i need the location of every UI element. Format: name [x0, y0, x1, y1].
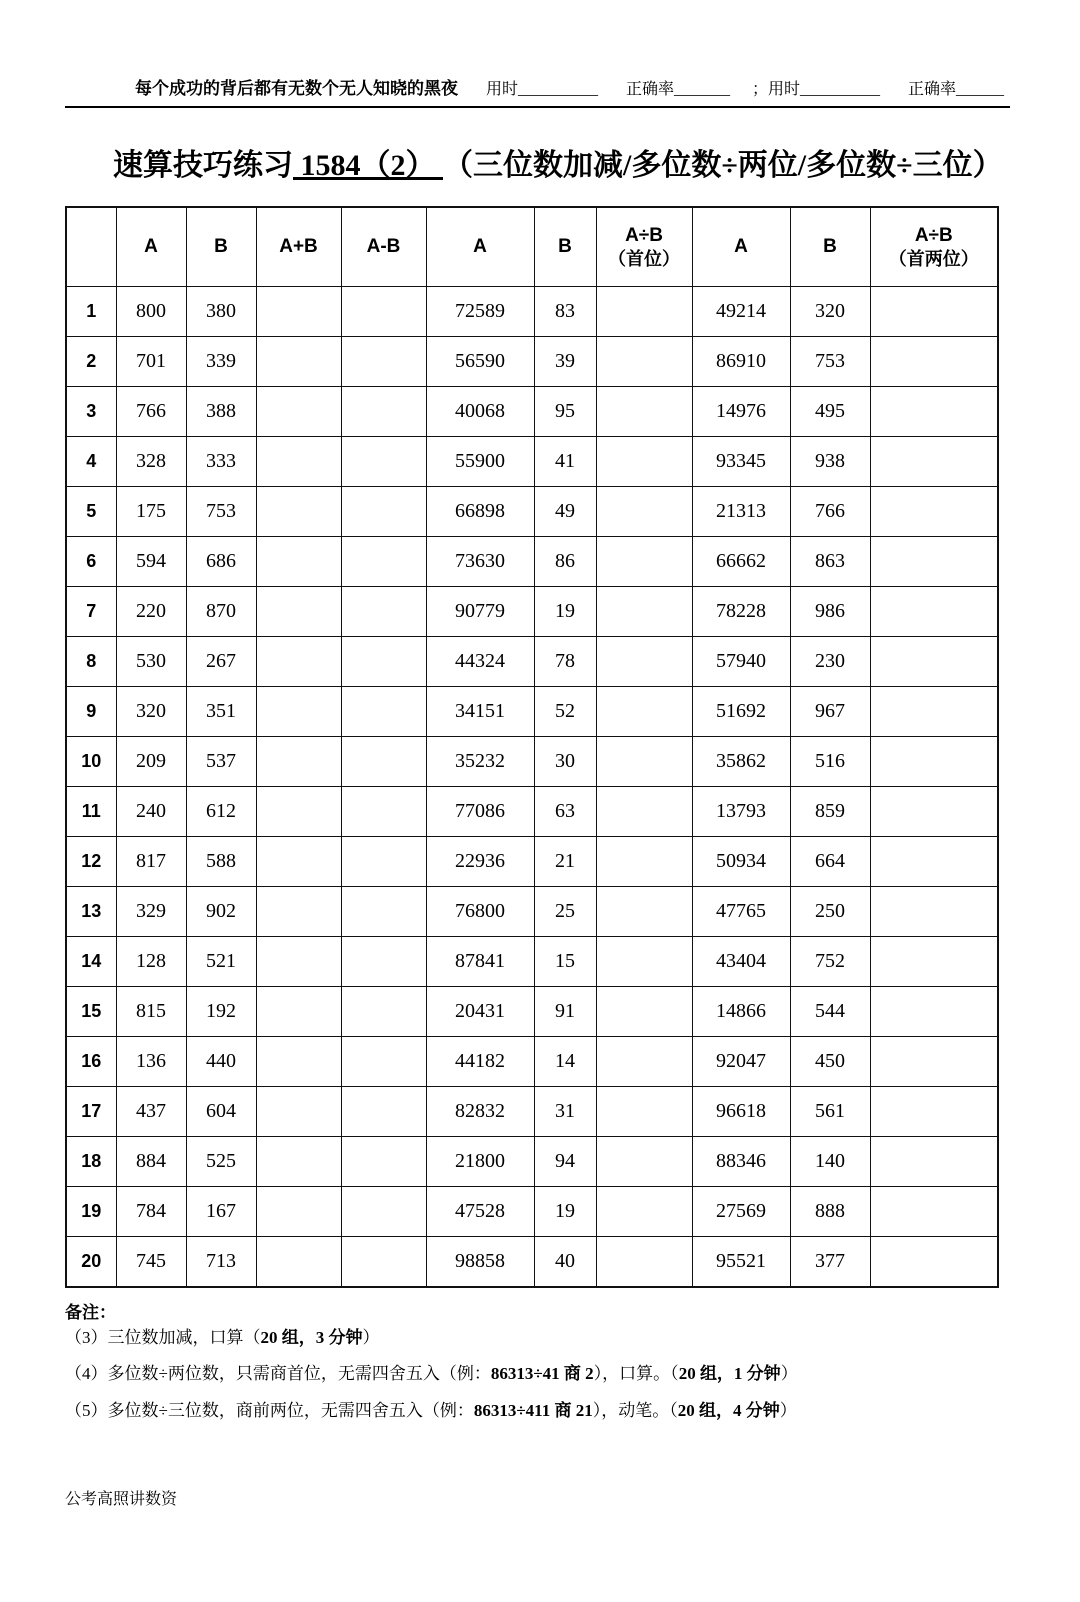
table-cell: 888: [790, 1187, 870, 1237]
table-cell: 437: [116, 1087, 186, 1137]
table-cell: [596, 437, 692, 487]
table-cell: 98858: [426, 1237, 534, 1288]
table-row: [66, 1037, 998, 1087]
table-cell: [596, 837, 692, 887]
column-header: A: [426, 207, 534, 287]
note-line: （5）多位数÷三位数，商前两位，无需四舍五入（例：86313÷411 商 21），动笔。（20 组，4 分钟）: [65, 1400, 797, 1420]
table-cell: 22936: [426, 837, 534, 887]
table-row: [66, 937, 998, 987]
column-header: B: [790, 207, 870, 287]
table-cell: 52: [534, 687, 596, 737]
table-cell: 686: [186, 537, 256, 587]
table-row: [66, 1237, 998, 1288]
table-row: [66, 437, 998, 487]
table-cell: [341, 687, 426, 737]
table-cell: [870, 387, 998, 437]
table-cell: [870, 587, 998, 637]
table-cell: 72589: [426, 287, 534, 337]
table-cell: [256, 687, 341, 737]
table-cell: 50934: [692, 837, 790, 887]
table-cell: [596, 487, 692, 537]
table-cell: 95: [534, 387, 596, 437]
table-cell: [870, 437, 998, 487]
footer-text: 公考高照讲数资: [65, 1491, 178, 1509]
table-cell: [596, 987, 692, 1037]
column-header: A: [116, 207, 186, 287]
table-cell: [341, 337, 426, 387]
table-cell: 784: [116, 1187, 186, 1237]
table-cell: 44182: [426, 1037, 534, 1087]
row-number: 18: [66, 1137, 116, 1187]
table-cell: [596, 537, 692, 587]
table-cell: [341, 787, 426, 837]
table-cell: 240: [116, 787, 186, 837]
table-cell: [341, 1237, 426, 1288]
table-cell: 20431: [426, 987, 534, 1037]
table-cell: [341, 937, 426, 987]
table-cell: [256, 587, 341, 637]
table-cell: 815: [116, 987, 186, 1037]
table-cell: [870, 937, 998, 987]
table-cell: [341, 587, 426, 637]
table-cell: 94: [534, 1137, 596, 1187]
column-header: B: [534, 207, 596, 287]
table-cell: 320: [116, 687, 186, 737]
table-cell: [341, 837, 426, 887]
table-cell: 21: [534, 837, 596, 887]
table-cell: 588: [186, 837, 256, 887]
table-cell: [596, 1237, 692, 1288]
table-cell: [596, 737, 692, 787]
table-row: [66, 487, 998, 537]
table-cell: 73630: [426, 537, 534, 587]
table-cell: 612: [186, 787, 256, 837]
column-header: A-B: [341, 207, 426, 287]
table-cell: 380: [186, 287, 256, 337]
table-cell: 967: [790, 687, 870, 737]
table-cell: 136: [116, 1037, 186, 1087]
table-cell: [341, 637, 426, 687]
table-cell: 525: [186, 1137, 256, 1187]
table-cell: 859: [790, 787, 870, 837]
table-row: [66, 787, 998, 837]
table-cell: [341, 387, 426, 437]
table-cell: [341, 1087, 426, 1137]
row-number: 12: [66, 837, 116, 887]
table-cell: [870, 337, 998, 387]
table-cell: [870, 1237, 998, 1288]
row-number: 1: [66, 287, 116, 337]
table-cell: 92047: [692, 1037, 790, 1087]
note-line: （3）三位数加减，口算（20 组，3 分钟）: [65, 1328, 380, 1347]
table-cell: 167: [186, 1187, 256, 1237]
table-cell: 35862: [692, 737, 790, 787]
table-cell: [596, 937, 692, 987]
table-cell: 91: [534, 987, 596, 1037]
table-cell: [870, 1187, 998, 1237]
table-cell: 544: [790, 987, 870, 1037]
table-cell: 39: [534, 337, 596, 387]
table-cell: [256, 287, 341, 337]
table-cell: 333: [186, 437, 256, 487]
table-cell: [341, 1137, 426, 1187]
table-cell: [256, 1187, 341, 1237]
row-number: 14: [66, 937, 116, 987]
table-cell: [256, 837, 341, 887]
table-cell: 14: [534, 1037, 596, 1087]
table-cell: [341, 437, 426, 487]
accuracy-field-1: 正确率_______: [626, 81, 731, 98]
table-cell: [870, 787, 998, 837]
table-cell: 78: [534, 637, 596, 687]
table-cell: 41: [534, 437, 596, 487]
table-cell: 440: [186, 1037, 256, 1087]
accuracy-field-2: 正确率______: [908, 81, 1005, 98]
notes-items: [65, 1325, 1010, 1424]
table-cell: [256, 987, 341, 1037]
table-cell: 88346: [692, 1137, 790, 1187]
table-cell: 986: [790, 587, 870, 637]
table-cell: [341, 887, 426, 937]
table-cell: 902: [186, 887, 256, 937]
table-cell: 55900: [426, 437, 534, 487]
table-cell: [596, 787, 692, 837]
table-cell: 753: [186, 487, 256, 537]
time-field-2: ；用时__________: [752, 81, 881, 98]
table-cell: [596, 1087, 692, 1137]
table-cell: [341, 537, 426, 587]
table-cell: 19: [534, 1187, 596, 1237]
table-cell: [870, 737, 998, 787]
row-number: 11: [66, 787, 116, 837]
table-cell: [256, 787, 341, 837]
row-number: 20: [66, 1237, 116, 1288]
table-cell: [596, 887, 692, 937]
table-cell: 87841: [426, 937, 534, 987]
row-number: 3: [66, 387, 116, 437]
table-cell: [256, 637, 341, 687]
row-number: 4: [66, 437, 116, 487]
table-row: [66, 1187, 998, 1237]
practice-table: [65, 206, 999, 1288]
table-row: [66, 587, 998, 637]
table-cell: 250: [790, 887, 870, 937]
table-cell: 86910: [692, 337, 790, 387]
page-title: [65, 140, 1010, 184]
table-cell: [870, 1137, 998, 1187]
table-cell: [596, 687, 692, 737]
table-cell: [256, 1237, 341, 1288]
table-cell: [870, 1037, 998, 1087]
table-cell: [870, 987, 998, 1037]
table-cell: 752: [790, 937, 870, 987]
table-cell: 450: [790, 1037, 870, 1087]
table-cell: [596, 1187, 692, 1237]
table-cell: 388: [186, 387, 256, 437]
table-cell: 30: [534, 737, 596, 787]
column-header: B: [186, 207, 256, 287]
table-cell: 817: [116, 837, 186, 887]
table-row: [66, 887, 998, 937]
table-cell: [256, 487, 341, 537]
table-cell: 90779: [426, 587, 534, 637]
table-cell: 93345: [692, 437, 790, 487]
table-row: [66, 287, 998, 337]
table-cell: 561: [790, 1087, 870, 1137]
table-cell: 66662: [692, 537, 790, 587]
table-cell: 175: [116, 487, 186, 537]
table-cell: 495: [790, 387, 870, 437]
table-cell: [870, 487, 998, 537]
table-cell: 13793: [692, 787, 790, 837]
column-header: A+B: [256, 207, 341, 287]
table-cell: 713: [186, 1237, 256, 1288]
table-cell: 95521: [692, 1237, 790, 1288]
table-cell: 863: [790, 537, 870, 587]
notes-section: [65, 1298, 1010, 1424]
table-cell: 56590: [426, 337, 534, 387]
table-cell: 78228: [692, 587, 790, 637]
row-number: 6: [66, 537, 116, 587]
table-cell: 594: [116, 537, 186, 587]
table-cell: [256, 737, 341, 787]
row-number: 2: [66, 337, 116, 387]
row-number: 17: [66, 1087, 116, 1137]
table-cell: [256, 337, 341, 387]
table-cell: 57940: [692, 637, 790, 687]
table-cell: [256, 1137, 341, 1187]
table-body: [66, 287, 998, 1288]
motto-text: 每个成功的背后都有无数个无人知晓的黑夜: [135, 79, 458, 98]
table-cell: 537: [186, 737, 256, 787]
row-number: 15: [66, 987, 116, 1037]
table-cell: 140: [790, 1137, 870, 1187]
table-cell: 96618: [692, 1087, 790, 1137]
table-cell: 516: [790, 737, 870, 787]
table-cell: 521: [186, 937, 256, 987]
table-row: [66, 1137, 998, 1187]
table-header: [66, 207, 998, 287]
notes-label: 备注：: [65, 1303, 116, 1322]
row-number: 13: [66, 887, 116, 937]
table-cell: 49214: [692, 287, 790, 337]
table-cell: 47765: [692, 887, 790, 937]
table-row: [66, 1087, 998, 1137]
table-cell: 27569: [692, 1187, 790, 1237]
title-number: 1584（2）: [293, 149, 443, 182]
column-header: A÷B （首两位）: [870, 207, 998, 287]
table-cell: [256, 437, 341, 487]
table-cell: 230: [790, 637, 870, 687]
row-number: 10: [66, 737, 116, 787]
table-cell: [341, 1187, 426, 1237]
table-cell: 83: [534, 287, 596, 337]
table-row: [66, 837, 998, 887]
table-cell: [341, 987, 426, 1037]
table-cell: 220: [116, 587, 186, 637]
worksheet-page: [0, 74, 1080, 1509]
table-cell: 351: [186, 687, 256, 737]
table-cell: 884: [116, 1137, 186, 1187]
table-cell: 76800: [426, 887, 534, 937]
table-cell: 870: [186, 587, 256, 637]
table-cell: 664: [790, 837, 870, 887]
table-cell: [870, 287, 998, 337]
header-row: [66, 207, 998, 287]
table-cell: [256, 387, 341, 437]
table-cell: [870, 887, 998, 937]
table-cell: 82832: [426, 1087, 534, 1137]
table-cell: 43404: [692, 937, 790, 987]
table-cell: 49: [534, 487, 596, 537]
table-cell: [596, 587, 692, 637]
table-cell: 329: [116, 887, 186, 937]
table-cell: 35232: [426, 737, 534, 787]
table-cell: 128: [116, 937, 186, 987]
table-cell: 21313: [692, 487, 790, 537]
table-cell: 938: [790, 437, 870, 487]
table-cell: [870, 1087, 998, 1137]
table-row: [66, 337, 998, 387]
table-cell: [596, 287, 692, 337]
table-cell: [596, 337, 692, 387]
table-cell: 377: [790, 1237, 870, 1288]
table-cell: 40: [534, 1237, 596, 1288]
table-cell: 766: [790, 487, 870, 537]
table-cell: 66898: [426, 487, 534, 537]
row-number: 19: [66, 1187, 116, 1237]
row-number: 9: [66, 687, 116, 737]
table-cell: 604: [186, 1087, 256, 1137]
table-row: [66, 737, 998, 787]
table-cell: [596, 1137, 692, 1187]
table-cell: 339: [186, 337, 256, 387]
table-cell: [341, 287, 426, 337]
time-field-1: 用时__________: [486, 81, 599, 98]
table-row: [66, 987, 998, 1037]
table-cell: [341, 737, 426, 787]
table-cell: [256, 537, 341, 587]
table-row: [66, 687, 998, 737]
table-cell: [870, 637, 998, 687]
table-cell: 745: [116, 1237, 186, 1288]
table-row: [66, 387, 998, 437]
table-cell: 77086: [426, 787, 534, 837]
table-cell: [870, 837, 998, 887]
table-cell: 40068: [426, 387, 534, 437]
table-cell: 800: [116, 287, 186, 337]
table-cell: [341, 487, 426, 537]
table-cell: 267: [186, 637, 256, 687]
table-cell: [256, 1037, 341, 1087]
table-cell: 766: [116, 387, 186, 437]
table-row: [66, 537, 998, 587]
table-cell: 14976: [692, 387, 790, 437]
table-cell: 47528: [426, 1187, 534, 1237]
table-cell: 192: [186, 987, 256, 1037]
table-cell: 753: [790, 337, 870, 387]
table-cell: 15: [534, 937, 596, 987]
table-cell: 328: [116, 437, 186, 487]
header-line: [65, 74, 1010, 108]
table-cell: [596, 1037, 692, 1087]
table-cell: 320: [790, 287, 870, 337]
table-cell: 86: [534, 537, 596, 587]
title-text: 速算技巧练习: [113, 149, 293, 182]
column-header: [66, 207, 116, 287]
table-cell: 31: [534, 1087, 596, 1137]
table-cell: [256, 1087, 341, 1137]
table-cell: 21800: [426, 1137, 534, 1187]
table-cell: 209: [116, 737, 186, 787]
table-cell: 19: [534, 587, 596, 637]
column-header: A: [692, 207, 790, 287]
table-cell: 44324: [426, 637, 534, 687]
table-cell: [870, 537, 998, 587]
table-row: [66, 637, 998, 687]
table-cell: 34151: [426, 687, 534, 737]
title-subtitle: （三位数加减/多位数÷两位/多位数÷三位）: [443, 149, 1003, 182]
table-cell: [596, 387, 692, 437]
table-cell: 51692: [692, 687, 790, 737]
table-cell: [870, 687, 998, 737]
row-number: 16: [66, 1037, 116, 1087]
column-header: A÷B （首位）: [596, 207, 692, 287]
table-cell: 701: [116, 337, 186, 387]
note-line: （4）多位数÷两位数，只需商首位，无需四舍五入（例：86313÷41 商 2），口算。（20 组，1 分钟）: [65, 1364, 798, 1384]
table-cell: 530: [116, 637, 186, 687]
table-cell: 63: [534, 787, 596, 837]
table-cell: [596, 637, 692, 687]
row-number: 5: [66, 487, 116, 537]
table-cell: 25: [534, 887, 596, 937]
table-cell: 14866: [692, 987, 790, 1037]
table-cell: [256, 887, 341, 937]
table-cell: [341, 1037, 426, 1087]
row-number: 8: [66, 637, 116, 687]
table-cell: [256, 937, 341, 987]
row-number: 7: [66, 587, 116, 637]
